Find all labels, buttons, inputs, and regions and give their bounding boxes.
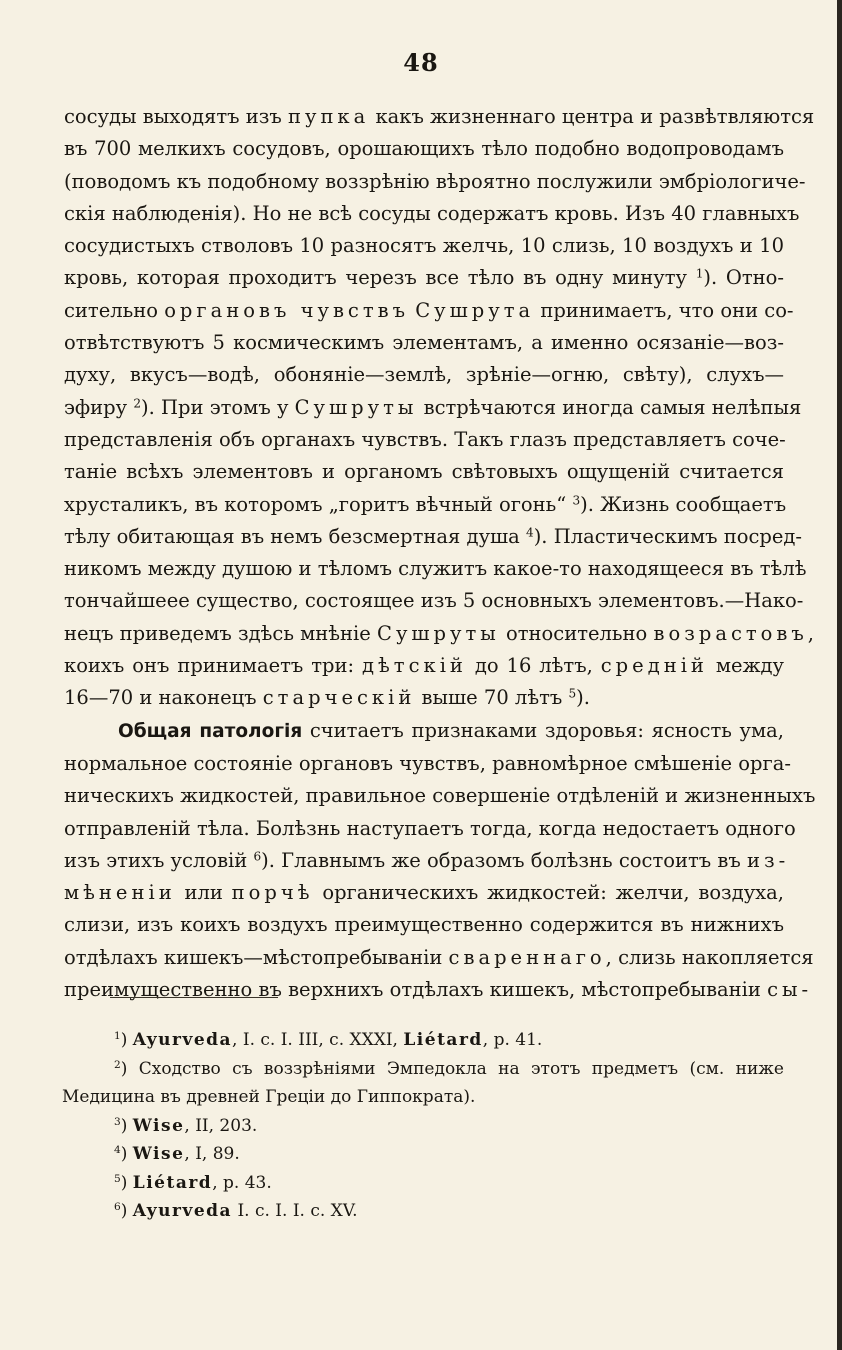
text-run: ) (120, 1144, 133, 1164)
spaced-term: свареннаго (448, 945, 606, 969)
footnote-marker: 1 (114, 1030, 121, 1043)
text-run: какъ жизненнаго центра и развѣтвляются (369, 105, 815, 128)
footnote-marker: 3 (114, 1115, 121, 1128)
text-line (64, 295, 794, 327)
text-line: отвѣтствуютъ 5 космическимъ элементамъ, а именно осязаніе—воз- (64, 331, 784, 355)
text-run: , II, 203. (184, 1115, 258, 1136)
text-line (64, 877, 784, 909)
text-line (64, 618, 814, 650)
text-line (64, 650, 784, 682)
text-run: кровь, которая проходитъ черезъ все тѣло въ одну минуту (64, 266, 696, 290)
text-run: изъ этихъ условій (64, 848, 254, 872)
text-line (64, 942, 814, 974)
text-run: , p. 41. (482, 1030, 543, 1050)
text-run: коихъ онъ принимаетъ три: (64, 654, 363, 678)
footnote-marker: 2 (114, 1058, 121, 1071)
footnote-marker: 6 (114, 1201, 121, 1214)
text-line: слизи, изъ коихъ воздухъ преимущественно содержится въ нижнихъ (64, 913, 784, 937)
spaced-term: из- (746, 848, 790, 872)
text-run: , (807, 621, 814, 645)
text-line: представленія объ органахъ чувствъ. Такъ глазъ представляетъ соче- (64, 427, 786, 451)
footnotes (62, 1026, 784, 1226)
text-line: никомъ между душою и тѣломъ служитъ какое-то находящееся въ тѣлѣ (64, 557, 807, 581)
page-edge-strip (837, 0, 842, 1350)
text-line: таніе всѣхъ элементовъ и органомъ свѣтовыхъ ощущеній считается (64, 460, 784, 484)
section-heading: Общая патологія (118, 720, 303, 742)
spaced-term: органовъ чувствъ (164, 298, 410, 322)
text-run: I. c. I. I. c. XV. (232, 1201, 358, 1221)
source-name: Wise (132, 1115, 185, 1136)
footnote (62, 1055, 784, 1084)
spaced-term: старческій (262, 686, 416, 710)
text-line (64, 521, 803, 553)
text-run: отдѣлахъ кишекъ—мѣстопребываніи (64, 945, 449, 969)
spaced-term: возрастовъ (653, 621, 808, 645)
text-run: принимаетъ, что они со- (534, 298, 794, 322)
spaced-term: средній (600, 654, 708, 678)
text-run: ) (120, 1172, 133, 1193)
text-run: 16—70 и наконецъ (64, 686, 263, 710)
footnote-ref: 4 (526, 525, 534, 540)
text-run: преимущественно въ верхнихъ отдѣлахъ кишекъ, мѣстопребываніи (64, 978, 768, 1002)
footnote-ref: 2 (133, 396, 142, 411)
text-run: сосуды выходятъ изъ (64, 105, 288, 128)
text-run: ). Жизнь сообщаетъ (580, 492, 787, 516)
footnote-divider (110, 997, 278, 998)
text-run: между (707, 654, 784, 678)
text-run: органическихъ жидкостей: желчи, воздуха, (313, 881, 784, 905)
text-line (64, 715, 784, 748)
text-run: эфиру (64, 395, 134, 419)
spaced-name: Сушруты (294, 395, 418, 419)
text-run: ) Сходство съ воззрѣніями Эмпедокла на этотъ предметъ (см. ниже (120, 1058, 784, 1079)
footnote-continuation: Медицина въ древней Греціи до Гиппократа). (62, 1087, 476, 1107)
footnote-ref: 3 (572, 492, 581, 507)
footnote (62, 1169, 784, 1198)
source-name: Liétard (403, 1030, 483, 1050)
footnote-ref: 5 (568, 686, 577, 701)
footnote (62, 1112, 784, 1141)
text-line (64, 974, 813, 1006)
text-run: , I. c. I. III, c. XXXI, (232, 1030, 404, 1050)
text-run: ). (576, 686, 590, 710)
text-run: или (175, 881, 232, 905)
text-line: скія наблюденія). Но не всѣ сосуды содержатъ кровь. Изъ 40 главныхъ (64, 201, 800, 225)
text-run: тѣлу обитающая въ немъ безсмертная душа (64, 524, 526, 548)
source-name: Wise (132, 1144, 185, 1164)
source-name: Liétard (132, 1172, 213, 1193)
spaced-term: сы- (767, 978, 813, 1002)
text-line: тончайшеее существо, состоящее изъ 5 основныхъ элементовъ.—Нако- (64, 589, 804, 613)
footnote-marker: 4 (114, 1144, 121, 1157)
text-line (64, 489, 787, 521)
text-line: (поводомъ къ подобному воззрѣнію вѣроятно послужили эмбріологиче- (64, 169, 806, 193)
text-run: ) (120, 1115, 133, 1136)
spaced-name: Сушрута (415, 298, 535, 322)
text-run: ). Пластическимъ посред- (533, 524, 803, 548)
text-line (64, 262, 784, 294)
text-run: сительно (64, 298, 165, 322)
text-run: ). При этомъ у (141, 395, 295, 419)
text-line: духу, вкусъ—водѣ, обоняніе—землѣ, зрѣніе—огню, свѣту), слухъ— (64, 363, 784, 387)
text-run: относительно (499, 621, 654, 645)
text-run: , I, 89. (184, 1144, 240, 1164)
text-line: ническихъ жидкостей, правильное совершеніе отдѣленій и жизненныхъ (64, 784, 816, 808)
source-name: Ayurveda (132, 1201, 233, 1221)
footnote (62, 1140, 784, 1169)
text-run: , p. 43. (212, 1172, 272, 1193)
spaced-term: пупка (287, 105, 370, 128)
spaced-name: Сушруты (377, 621, 500, 645)
text-run: хрусталикъ, въ которомъ „горитъ вѣчный огонь“ (64, 492, 573, 516)
source-name: Ayurveda (132, 1030, 233, 1050)
text-line (64, 845, 790, 877)
text-line: въ 700 мелкихъ сосудовъ, орошающихъ тѣло подобно водопроводамъ (64, 137, 784, 161)
text-run: ) (120, 1201, 133, 1221)
text-run: ). Главнымъ же образомъ болѣзнь состоитъ въ (261, 848, 747, 872)
text-run: ). Отно- (703, 266, 785, 290)
page-number: 48 (403, 48, 439, 77)
text-run: выше 70 лѣтъ (415, 686, 569, 710)
spaced-term: мѣненіи (64, 881, 176, 905)
footnote (62, 1197, 784, 1226)
text-line (64, 392, 802, 424)
footnote (62, 1026, 784, 1055)
text-run: встрѣчаются иногда самыя нелѣпыя (417, 395, 802, 419)
text-line: отправленій тѣла. Болѣзнь наступаетъ тогда, когда недостаетъ одного (64, 816, 796, 840)
text-run: ) (120, 1030, 133, 1050)
text-line: сосудистыхъ стволовъ 10 разносятъ желчь, 10 слизь, 10 воздухъ и 10 (64, 234, 784, 258)
spaced-term: порчѣ (231, 881, 314, 905)
spaced-term: дѣтскій (362, 654, 467, 678)
footnote-ref: 1 (695, 266, 704, 281)
footnote-marker: 5 (114, 1172, 121, 1185)
text-line (64, 682, 784, 714)
footnote-ref: 6 (253, 849, 262, 864)
text-run: , слизь накопляется (605, 945, 814, 969)
main-text (64, 101, 816, 1006)
text-line (64, 101, 815, 133)
text-run: считаетъ признаками здоровья: ясность ума, (302, 718, 784, 742)
text-run: нецъ приведемъ здѣсь мнѣніе (64, 621, 378, 645)
text-run: до 16 лѣтъ, (466, 654, 601, 678)
text-line: нормальное состояніе органовъ чувствъ, равномѣрное смѣшеніе орга- (64, 751, 791, 775)
